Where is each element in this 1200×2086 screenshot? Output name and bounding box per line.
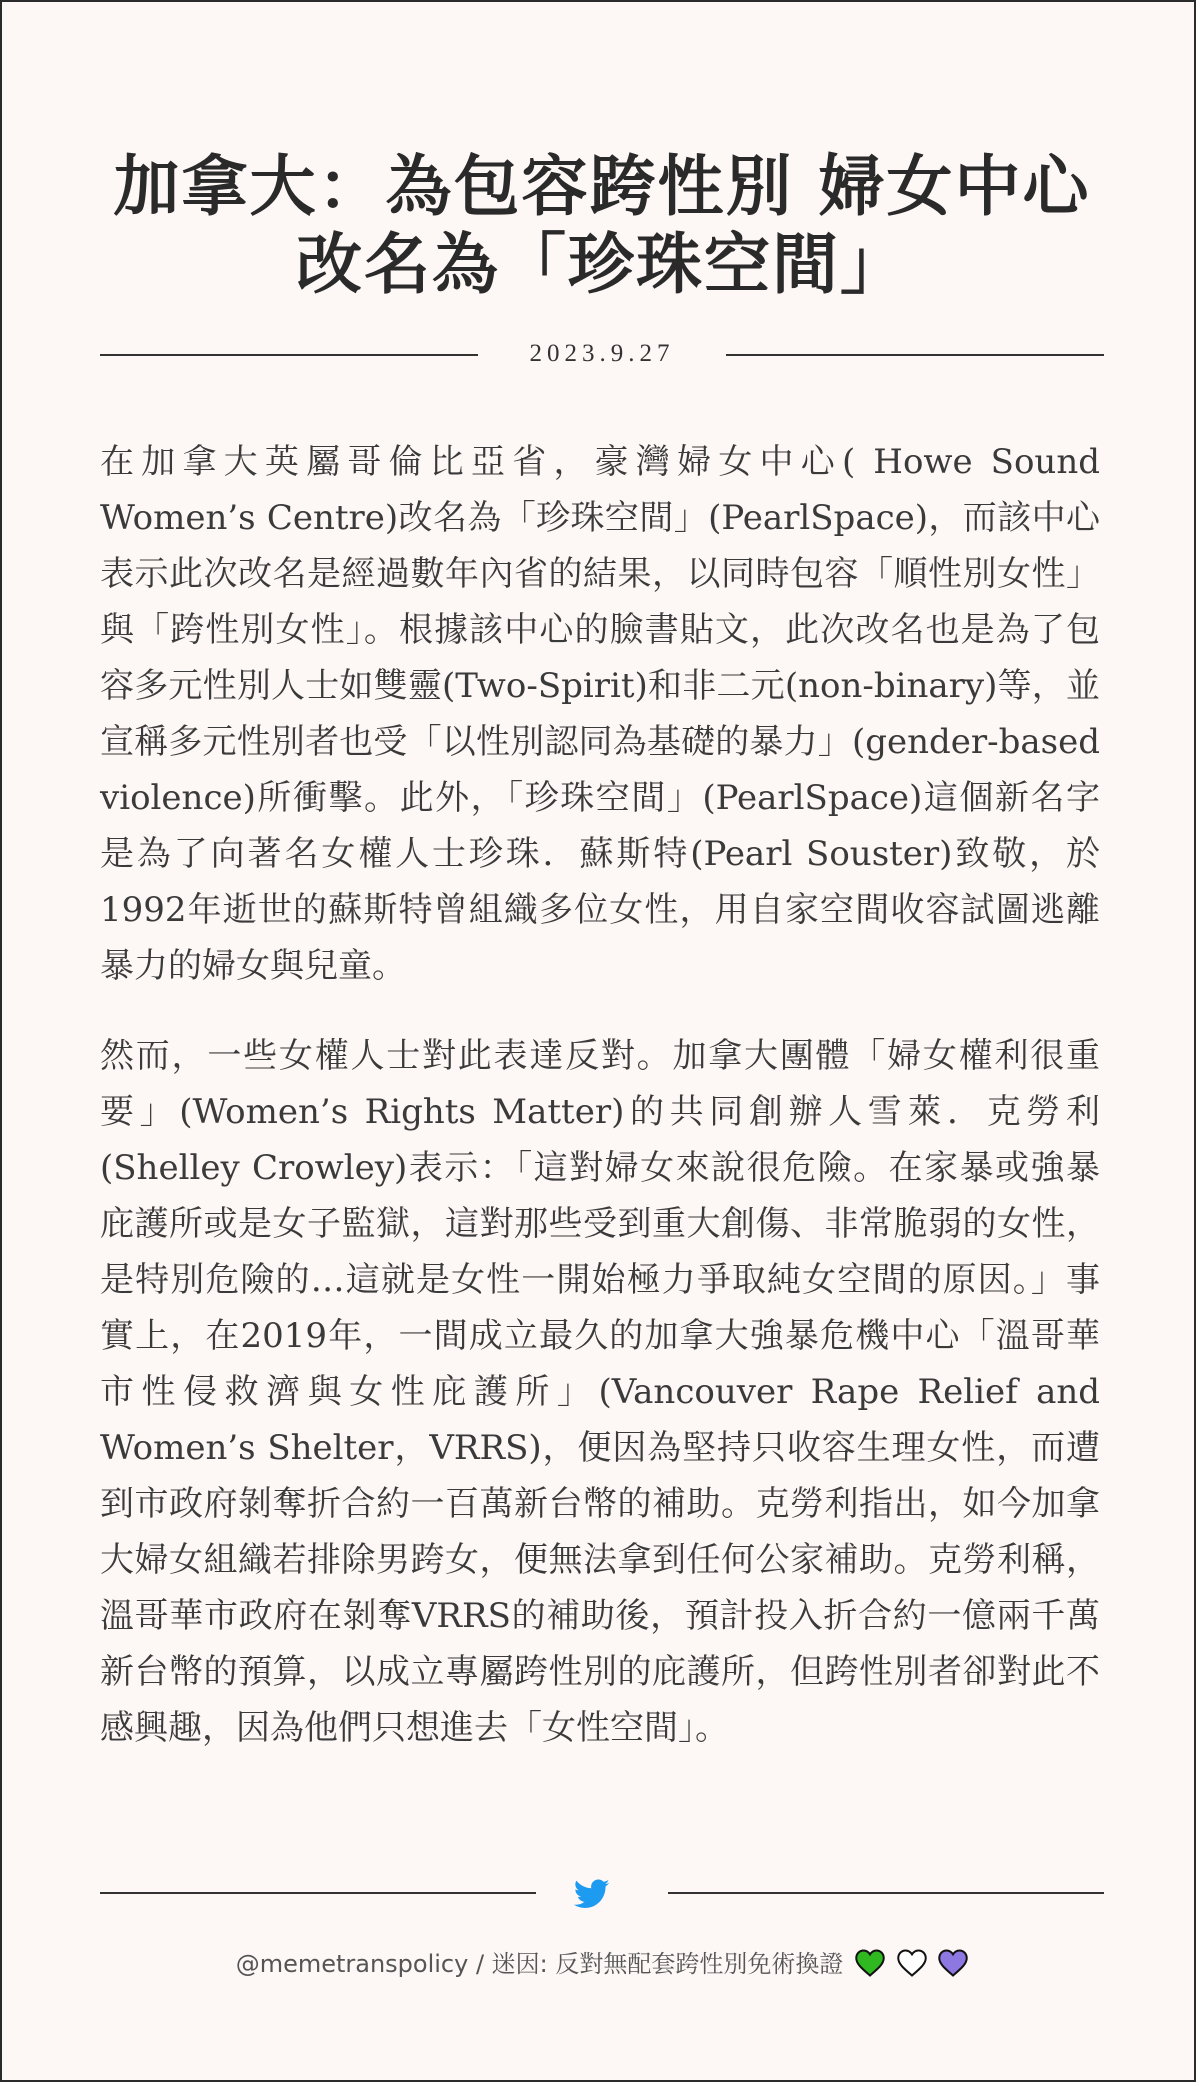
footer-credit-text: @memetranspolicy / 迷因: 反對無配套跨性別免術換證 [235,1950,844,1978]
article-date: 2023.9.27 [529,340,675,367]
article-title: 加拿大：為包容跨性別 婦女中心改名為「珍珠空間」 [113,148,1091,303]
date-divider-right [726,354,1104,356]
paragraph: 在加拿大英屬哥倫比亞省，豪灣婦女中心( Howe Sound Women’s Centre)改名為「珍珠空間」(PearlSpace)，而該中心表示此次改名是經過數年內省的結果，以同時包容「順性別女性」與「跨性別女性」。根據該中心的臉書貼文，此次改名也是為了包容多元性別人士如雙靈(Two-Spirit)和非二元(non-binary)等，並宣稱多元性別者也受「以性別認同為基礎的暴力」(gender-based violence)所衝擊。此外，「珍珠空間」(PearlSpace)這個新名字是為了向著名女權人士珍珠．蘇斯特(Pearl Souster)致敬，於1992年逝世的蘇斯特曾組織多位女性，用自家空間收容試圖逃離暴力的婦女與兒童。 [100,442,1100,986]
green-heart-icon [855,1949,885,1977]
purple-heart-icon [938,1949,968,1977]
date-divider-left [100,354,478,356]
white-heart-icon [897,1949,927,1977]
footer-divider-left [100,1892,536,1894]
footer-divider-right [668,1892,1104,1894]
article-body [100,434,1100,1790]
twitter-bird-icon [574,1876,610,1912]
footer-credit [102,1944,1102,1979]
paragraph: 然而，一些女權人士對此表達反對。加拿大團體「婦女權利很重要」(Women’s Rights Matter)的共同創辦人雪萊．克勞利(Shelley Crowley)表示：「這對婦女來說很危險。在家暴或強暴庇護所或是女子監獄，這對那些受到重大創傷、非常脆弱的女性，是特別危險的…這就是女性一開始極力爭取純女空間的原因。」事實上，在2019年，一間成立最久的加拿大強暴危機中心「溫哥華市性侵救濟與女性庇護所」(Vancouver Rape Relief and Women’s Shelter，VRRS)，便因為堅持只收容生理女性，而遭到市政府剝奪折合約一百萬新台幣的補助。克勞利指出，如今加拿大婦女組織若排除男跨女，便無法拿到任何公家補助。克勞利稱，溫哥華市政府在剝奪VRRS的補助後，預計投入折合約一億兩千萬新台幣的預算，以成立專屬跨性別的庇護所，但跨性別者卻對此不感興趣，因為他們只想進去「女性空間」。 [100,1036,1100,1748]
